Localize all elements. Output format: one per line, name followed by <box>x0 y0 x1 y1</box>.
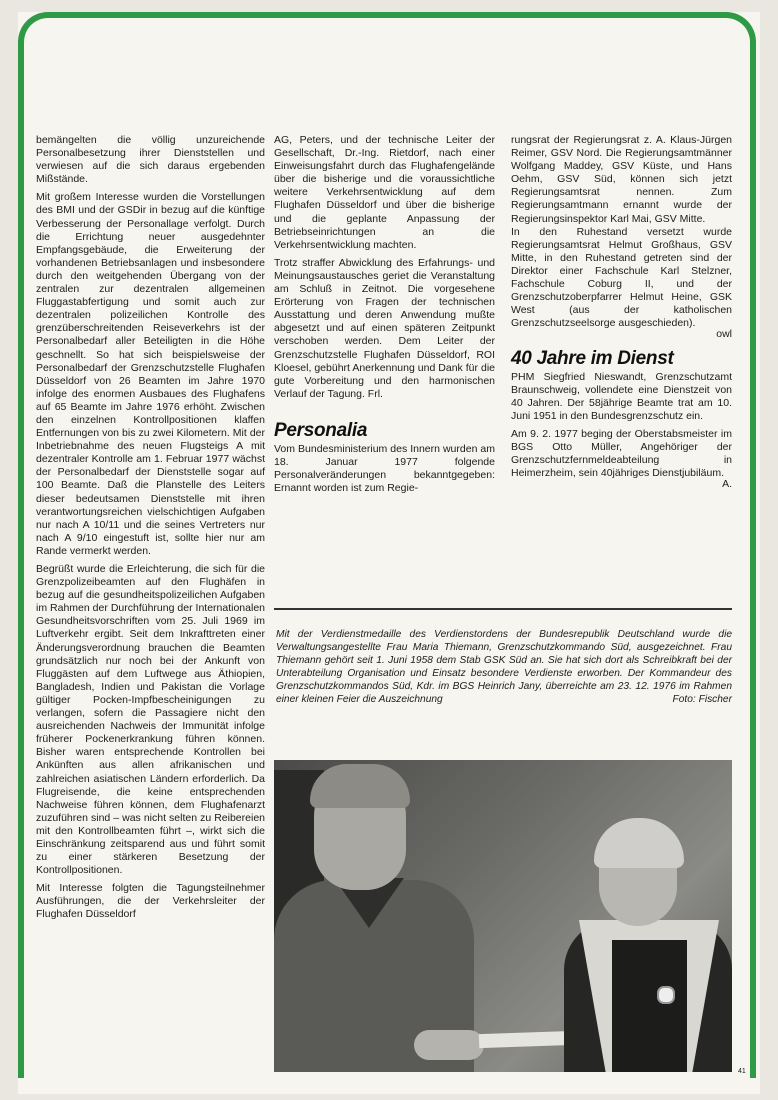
paragraph: Mit Interesse folgten die Tagungsteilnehmer Ausführungen, die der Verkehrsleiter der Flughafen Düsseldorf <box>36 882 265 921</box>
paragraph: PHM Siegfried Nieswandt, Grenzschutzamt Braunschweig, vollendete eine Dienstzeit von 40 Jahren. Der 58jährige Beamte trat am 10. Juni 1951 in den Bundesgrenzschutz ein. <box>511 370 732 422</box>
photo-credit: Foto: Fischer <box>672 694 732 705</box>
photo-hand <box>414 1030 484 1060</box>
paragraph: In den Ruhestand versetzt wurde Regierungsamtsrat Helmut Großhaus, GSV Mitte, in den Ruhestand getreten sind der Direktor einer Fachschule Karl Stelzner, Fachschule Coburg II, und der Grenzschutzoberpfarrer Helmut Heine, GSK West (aus der katholischen Grenzschutzseelsorge ausgeschieden). <box>511 225 732 330</box>
article-column-2 <box>274 134 495 500</box>
photo-caption <box>276 628 732 706</box>
paragraph: Am 9. 2. 1977 beging der Oberstabsmeister im BGS Otto Müller, Angehöriger der Grenzschutzfernmeldeabteilung in Heimerzheim, sein 40jähriges Dienstjubiläum. <box>511 427 732 480</box>
paragraph: rungsrat der Regierungsrat z. A. Klaus-Jürgen Reimer, GSV Nord. Die Regierungsamtmänner Wolfgang Maddey, GSV Küste, und Hans Oehm, GSV Süd, können sich jetzt Regierungsamtsrat nennen. Zum Regierungsamtmann ernannt wurde der Regierungsinspektor Karl Mai, GSV Mitte. <box>511 134 732 225</box>
photo-medal <box>657 986 675 1004</box>
page-number: 41 <box>738 1068 746 1075</box>
paragraph: AG, Peters, und der technische Leiter der Gesellschaft, Dr.-Ing. Rietdorf, nach einer Einweisungsfahrt durch das Flughafengelände über die bisherige und die voraussichtliche weitere Verkehrsentwicklung auf dem Flughafen Düsseldorf und über die bisherige und die geplante Anpassung der Betriebseinrichtungen an die Verkehrsentwicklung machten. <box>274 134 495 251</box>
caption-text: Mit der Verdienstmedaille des Verdienstordens der Bundesrepublik Deutschland wurde die Verwaltungsangestellte Frau Maria Thiemann, Grenzschutzkommando Süd, ausgezeichnet. Frau Thiemann gehört seit 1. Juni 1958 dem Stab GSK Süd an. Sie hat sich dort als Schreibkraft bei der Unterabteilung Organisation und Einsatz besondere Verdienste erworben. Der Kommandeur des Grenzschutzkommandos Süd, Kdr. im BGS Heinrich Jany, überreichte am 23. 12. 1976 im Rahmen einer kleinen Feier die Auszeichnung <box>276 629 732 705</box>
photo-commander-hair <box>310 764 410 808</box>
section-divider <box>274 608 732 610</box>
photo-honoree-vest <box>612 940 687 1072</box>
personalia-heading: Personalia <box>274 419 368 441</box>
paragraph: Vom Bundesministerium des Innern wurden am 18. Januar 1977 folgende Personalveränderungen bekanntgegeben: Ernannt worden ist zum Regie- <box>274 442 495 495</box>
photo-honoree-hair <box>594 818 684 868</box>
award-photo <box>274 760 732 1072</box>
paragraph: bemängelten die völlig unzureichende Personalbesetzung ihrer Dienststellen und verwiesen auf die sich daraus ergebenden Mißstände. <box>36 134 265 186</box>
article-column-1 <box>36 134 265 927</box>
paragraph: Mit großem Interesse wurden die Vorstellungen des BMI und der GSDir in bezug auf die künftige Verbesserung der Personallage verfolgt. Durch die Errichtung neuer ausgedehnter Empfangsgebäude, die Erweiterung der vorhandenen Betriebsanlagen und insbesondere durch den weitgehenden Übergang von der zentralen zur dezentralen allgemeinen Fluggastabfertigung und somit auch zur dezentralen polizeilichen Kontrolle des grenzüberschreitenden Reiseverkehrs ist der Personalbedarf aller Beteiligten in die Höhe geschnellt. So hat sich beispielsweise der Personalbedarf der Grenzschutzstelle Flughafen Düsseldorf von 26 Beamten im Jahre 1970 infolge des enormen Ausbaues des Flughafens auf 65 Beamte im Jahre 1976 erhöht. Zwischen den einzelnen Kontrollpositionen klaffen Entfernungen von bis zu zwei Kilometern. Mit der Inbetriebnahme des neuen Flugsteigs A mit dezentraler Kontrolle am 1. Februar 1977 wächst der Personalbedarf der Dienststelle sogar auf 100 Beamte. Daß die Planstelle des Leiters dieser bedeutsamen Dienststelle mit ihren verantwortungsreichen vielschichtigen Aufgaben nur nach A 10/11 und die seines Vertreters nur nach A 9/10 eingestuft ist, sollte hier nur am Rande vermerkt werden. <box>36 191 265 557</box>
author-sign: owl <box>716 328 732 341</box>
author-sign: A. <box>722 478 732 491</box>
paragraph: Begrüßt wurde die Erleichterung, die sich für die Grenzpolizeibeamten auf den Flughäfen in bezug auf die gesundheitspolizeilichen Aufgaben im Rahmen der Durchführung der Internationalen Gesundheitsvorschriften vom 25. Juli 1969 im Luftverkehr ergibt. Seit dem Inkrafttreten einer Änderungsverordnung brauchen die Beamten grundsätzlich nur noch bei der Ankunft von Fluggästen auf dem Luftwege aus Äthiopien, Bangladesh, Indien und Pakistan die Vorlage gültiger Pocken-Impfbescheinigungen zu verlangen, sofern die Passagiere nicht den ausreichenden Nachweis der Immunität infolge früherer Pockenerkrankung führen können. Bisher waren entsprechende Kontrollen bei Ankünften aus allen afrikanischen und zahlreichen asiatischen Ländern erforderlich. Da Flugreisende, die keine entsprechenden Nachweise führen können, dem Flughafenarzt zuzuführen sind – was nicht selten zu Reibereien mit den Kontrollbeamten führt –, wirkt sich die Einschränkung zeitsparend aus und führt somit zu einer stärkeren Besetzung der Kontrollpositionen. <box>36 563 265 877</box>
article-column-3 <box>511 134 732 491</box>
dienst-heading: 40 Jahre im Dienst <box>511 347 674 369</box>
paragraph: Trotz straffer Abwicklung des Erfahrungs- und Meinungsaustausches geriet die Veranstaltung am Schluß in Zeitnot. Die vorgesehene Erörterung von Fragen der technischen Ausstattung und deren Anwendung mußte abgesetzt und auf einen späteren Zeitpunkt verschoben werden. Dem Leiter der Grenzschutzstelle Flughafen Düsseldorf, ROI Kloesel, gebührt Anerkennung und Dank für die gute Vorbereitung und den harmonischen Verlauf der Tagung. Frl. <box>274 256 495 400</box>
